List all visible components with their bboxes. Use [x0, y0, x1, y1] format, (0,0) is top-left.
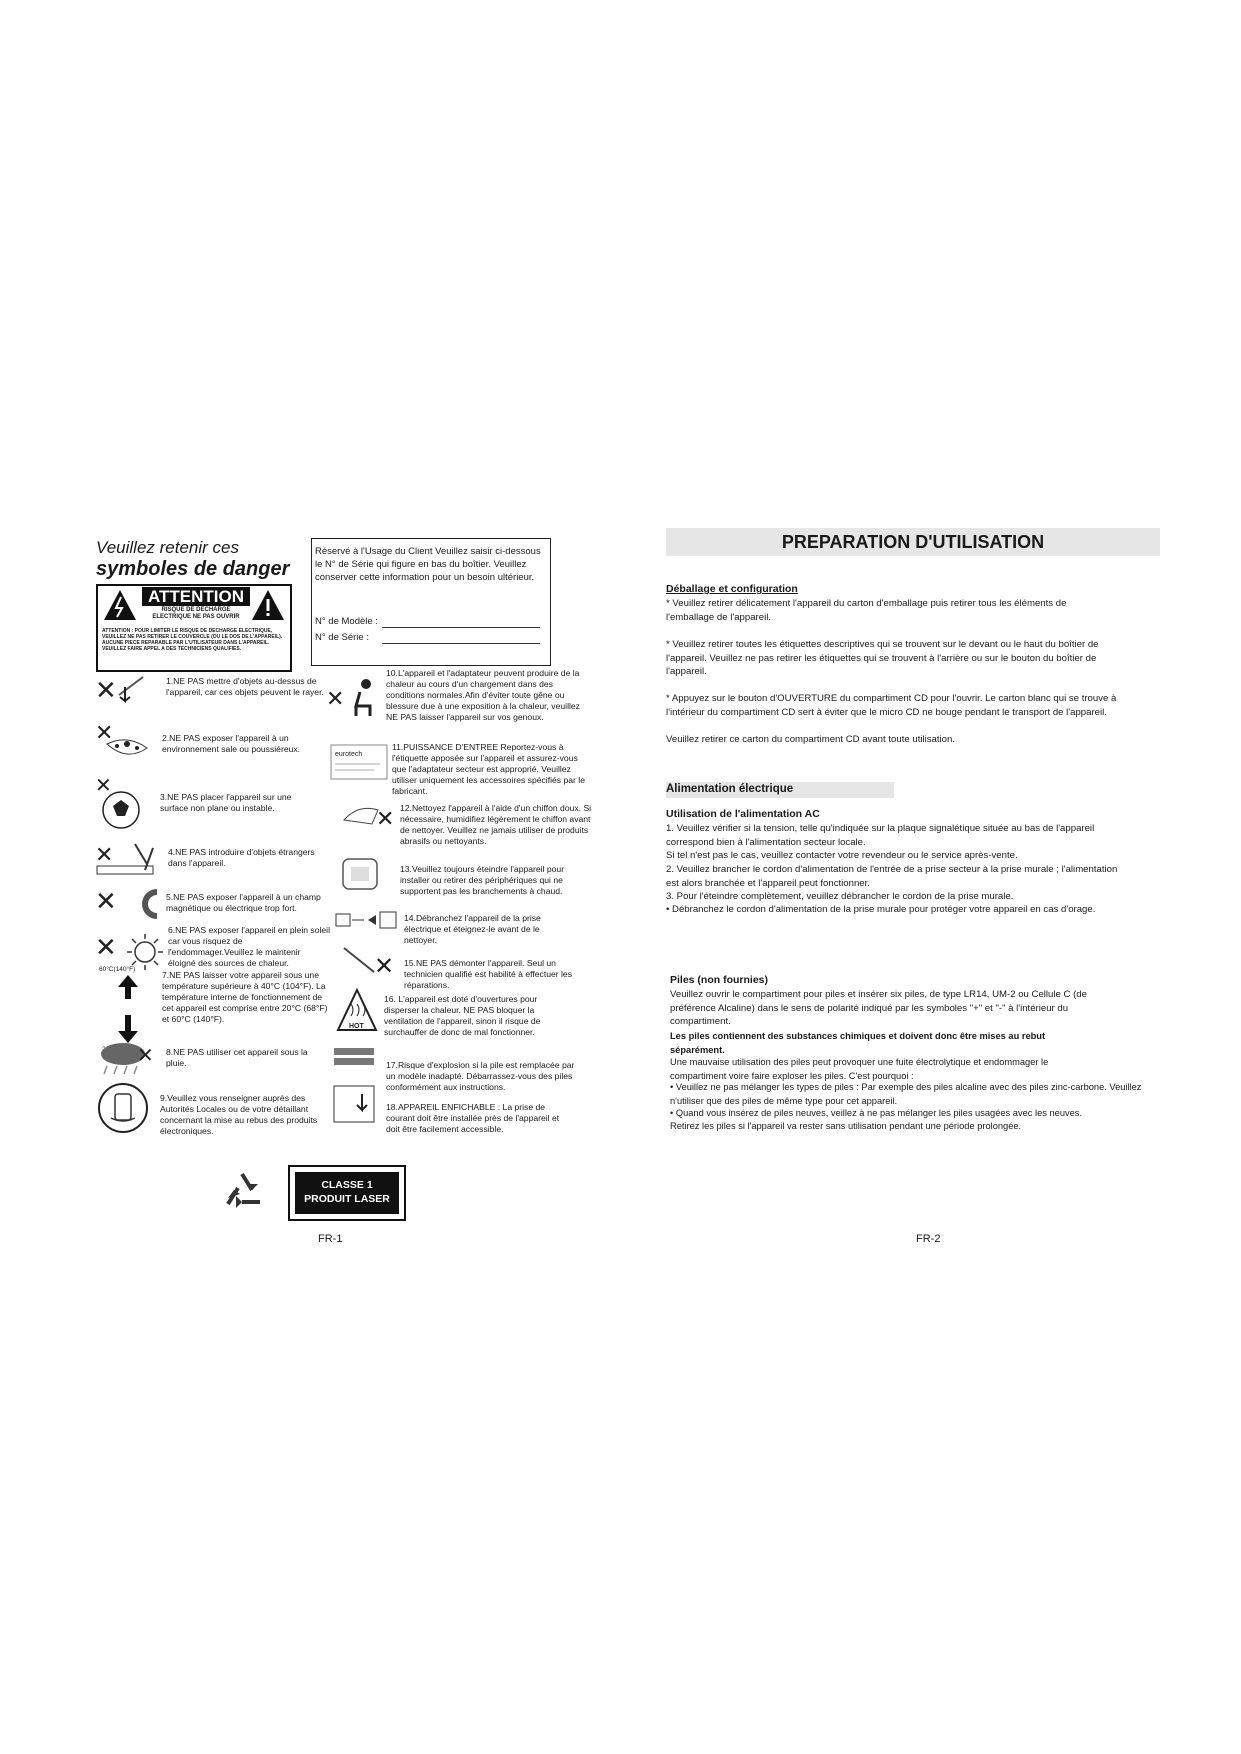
ac-paragraph-1: 1. Veuillez vérifier si la tension, telle qu'indiquée sur la plaque signalétique située au bas de l'appareil correspond bien à l'alimentation secteur locale. [666, 823, 1095, 848]
safety-item-10: 10.L'appareil et l'adaptateur peuvent produire de la chaleur au cours d'un chargement dans des conditions normales.Afin d'éviter toute gêne ou blessure due à une exposition à la chaleur, veuillez NE PAS laisser l'appareil sur vos genoux. [386, 668, 580, 722]
power-heading: Alimentation électrique [666, 783, 794, 795]
battery-paragraph-3: • Veuillez ne pas mélanger les types de piles : Par exemple des piles alcaline avec des piles zinc-carbone. Veuillez n'utiliser que des piles de même type pour cet appareil. [670, 1082, 1142, 1106]
battery-paragraph-5: Retirez les piles si l'appareil va rester sans utilisation pendant une période prolongée. [670, 1121, 1022, 1131]
heading-line1: Veuillez retenir ces [96, 538, 239, 557]
page-title: PREPARATION D'UTILISATION [781, 532, 1045, 552]
heading-line2: symboles de danger [96, 558, 290, 580]
attention-warning: ATTENTION : POUR LIMITER LE RISQUE DE DECHARGE ELECTRIQUE, VEUILLEZ NE PAS RETIRER LE COUVERCLE (OU LE DOS DE L'APPAREIL). AUCUNE PIECE REPARABLE PAR L'UTILISATEUR DANS L'APPAREIL. VEUILLEZ FAIRE APPEL A DES TECHNICIENS QUALIFIES. [102, 628, 283, 652]
hot-label: HOT [349, 1023, 364, 1030]
svg-text:✕: ✕ [95, 932, 117, 962]
no-disassemble-icon [338, 944, 404, 980]
battery-paragraph-2: Une mauvaise utilisation des piles peut provoquer une fuite électrolytique et endommager le compartiment voire faire exploser les piles. C'est pourquoi : [670, 1057, 1049, 1081]
ac-paragraph-3: 2. Veuillez brancher le cordon d'alimentation de l'entrée de a prise secteur à la prise murale ; l'alimentation est alors branchée et l'appareil peut fonctionner. [666, 864, 1118, 889]
battery-paragraph-4: • Quand vous insérez de piles neuves, veillez à ne pas mélanger les piles usagées avec les neuves. [670, 1108, 1083, 1118]
unpack-paragraph-2: * Veuillez retirer toutes les étiquettes descriptives qui se trouvent sur le devant ou le haut du boîtier de l'appareil. Veuillez ne pas retirer les étiquettes qui se trouvent à l'arrière ou sur le bouton du boîtier de l'appareil. [666, 639, 1099, 677]
temp-high-label: 60°C(140°F) [99, 966, 136, 973]
lightning-warning-icon [102, 588, 138, 622]
device-power-icon [340, 856, 380, 892]
dust-icon [95, 720, 150, 760]
safety-item-18: 18.APPAREIL ENFICHABLE : La prise de courant doit être installée près de l'appareil et doit être facilement accessible. [386, 1102, 560, 1134]
plug-socket-icon [332, 1082, 378, 1128]
rain-icon [95, 1040, 157, 1076]
unplug-icon [334, 906, 400, 934]
safety-item-3: 3.NE PAS placer l'appareil sur une surface non plane ou instable. [160, 792, 292, 813]
safety-item-6: 6.NE PAS exposer l'appareil en plein soleil car vous risquez de l'endommager.Veuillez le maintenir éloigné des sources de chaleur. [168, 925, 330, 968]
svg-text:✕: ✕ [95, 775, 112, 797]
ac-paragraph-2: Si tel n'est pas le cas, veuillez contacter votre revendeur ou le service après-vente. [666, 850, 1018, 861]
safety-item-16: 16. L'appareil est doté d'ouvertures pour disperser la chaleur. NE PAS bloquer la ventilation de l'appareil, sinon il risque de surchauffer de donc de mal fonctionner. [384, 994, 541, 1037]
hot-ventilation-icon [336, 986, 378, 1034]
rating-label-icon [330, 744, 388, 780]
svg-text:✕: ✕ [95, 842, 114, 867]
attention-label [96, 584, 292, 672]
svg-text:✕: ✕ [95, 720, 114, 745]
temperature-arrows-icon [118, 975, 138, 1045]
safety-item-13: 13.Veuillez toujours éteindre l'appareil pour installer ou retirer des périphériques qui ne supportent pas les branchements à chaud. [400, 864, 565, 896]
foreign-objects-icon [95, 842, 165, 878]
model-label: N° de Modèle : [315, 616, 378, 627]
svg-text:✕: ✕ [95, 886, 117, 916]
battery-warning: Les piles contiennent des substances chimiques et doivent donc être mises au rebut séparément. [670, 1031, 1046, 1055]
recycle-authority-icon [97, 1082, 149, 1134]
safety-item-11: 11.PUISSANCE D'ENTREE Reportez-vous à l'étiquette apposée sur l'appareil et assurez-vous que l'adaptateur secteur est approprié. Veuillez utiliser uniquement les accessoires spécifiés par le fabricant. [392, 742, 585, 796]
unpack-heading: Déballage et configuration [666, 583, 798, 595]
battery-paragraph-1: Veuillez ouvrir le compartiment pour piles et insérer six piles, de type LR14, UM-2 ou Cellule C (de préférence Alcaline) dans le sens de polarité indiqué par les symboles "+" et "-" à l'intérieur du compartiment. [670, 989, 1087, 1027]
exclamation-warning-icon [250, 588, 286, 622]
svg-text:✕: ✕ [137, 1045, 154, 1067]
safety-item-17: 17.Risque d'explosion si la pile est remplacée par un modèle inadapté. Débarrassez-vous des piles conformément aux instructions. [386, 1060, 575, 1092]
safety-item-15: 15.NE PAS démonter l'appareil. Seul un technicien qualifié est habilité à effectuer les réparations. [404, 958, 573, 990]
page-number-left: FR-1 [318, 1233, 343, 1245]
unpack-paragraph-1: * Veuillez retirer délicatement l'appareil du carton d'emballage puis retirer tous les éléments de l'emballage de l'appareil. [666, 598, 1067, 623]
model-rule [382, 627, 540, 628]
ac-paragraph-4: 3. Pour l'éteindre complètement, veuillez débrancher le cordon de la prise murale. [666, 891, 1014, 902]
no-lap-heat-icon [326, 676, 382, 722]
battery-icon [332, 1044, 378, 1070]
cleaning-cloth-icon [340, 796, 400, 832]
svg-text:✕: ✕ [374, 953, 395, 980]
serial-label: N° de Série : [315, 632, 369, 643]
safety-item-9: 9.Veuillez vous renseigner auprès des Autorités Locales ou de votre détaillant concernant la mise au rebus des produits électroniques. [160, 1093, 318, 1136]
laser-line2: PRODUIT LASER [304, 1193, 390, 1205]
laser-class-label [288, 1165, 406, 1221]
attention-subtitle: RISQUE DE DECHARGE ELECTRIQUE NE PAS OUVRIR [152, 607, 240, 620]
uneven-surface-icon [95, 772, 145, 832]
battery-heading: Piles (non fournies) [670, 974, 769, 986]
magnetic-field-icon [95, 884, 165, 920]
no-objects-on-top-icon [95, 673, 150, 708]
ac-heading: Utilisation de l'alimentation AC [666, 808, 820, 820]
laser-line1: CLASSE 1 [321, 1179, 373, 1191]
safety-item-1: 1.NE PAS mettre d'objets au-dessus de l'appareil, car ces objets peuvent le rayer. [166, 676, 324, 697]
safety-item-4: 4.NE PAS introduire d'objets étrangers dans l'appareil. [168, 847, 315, 868]
svg-text:✕: ✕ [326, 686, 345, 711]
unpack-paragraph-4: Veuillez retirer ce carton du compartiment CD avant toute utilisation. [666, 734, 956, 745]
svg-text:✕: ✕ [95, 675, 117, 705]
safety-item-2: 2.NE PAS exposer l'appareil à un environnement sale ou poussiéreux. [162, 733, 301, 754]
safety-item-5: 5.NE PAS exposer l'appareil à un champ magnétique ou électrique trop fort. [166, 892, 321, 913]
serial-rule [382, 643, 540, 644]
attention-title: ATTENTION [142, 587, 250, 606]
safety-item-12: 12.Nettoyez l'appareil à l'aide d'un chiffon doux. Si nécessaire, humidifiez légèrement le chiffon avant de nettoyer. Veuillez ne jamais utiliser de produits abrasifs ou nettoyants. [400, 803, 592, 846]
ac-paragraph-5: • Débranchez le cordon d'alimentation de la prise murale pour protéger votre appareil en cas d'orage. [666, 904, 1096, 915]
safety-item-8: 8.NE PAS utiliser cet appareil sous la pluie. [166, 1047, 308, 1068]
safety-item-14: 14.Débranchez l'appareil de la prise électrique et éteignez-le avant de le nettoyer. [404, 913, 541, 945]
client-info-box [311, 538, 551, 666]
unpack-paragraph-3: * Appuyez sur le bouton d'OUVERTURE du compartiment CD pour l'ouvrir. Le carton blanc qui se trouve à l'intérieur du compartiment CD sert à éviter que le micro CD ne bouge pendant le transport de l'appareil. [666, 693, 1117, 718]
client-box-text: Réservé à l'Usage du Client Veuillez saisir ci-dessous le N° de Série qui figure en bas du boîtier. Veuillez conserver cette information pour un besoin ultérieur. [315, 546, 541, 583]
svg-text:✕: ✕ [376, 806, 395, 831]
safety-item-7: 7.NE PAS laisser votre appareil sous une température supérieure à 40°C (104°F). La température interne de fonctionnement de cet appareil est comprise entre 20°C (68°F) et 60°C (140°F). [162, 970, 328, 1024]
recycle-icon [214, 1168, 270, 1222]
brand-label: eurotech [335, 751, 363, 758]
page-number-right: FR-2 [916, 1233, 941, 1245]
